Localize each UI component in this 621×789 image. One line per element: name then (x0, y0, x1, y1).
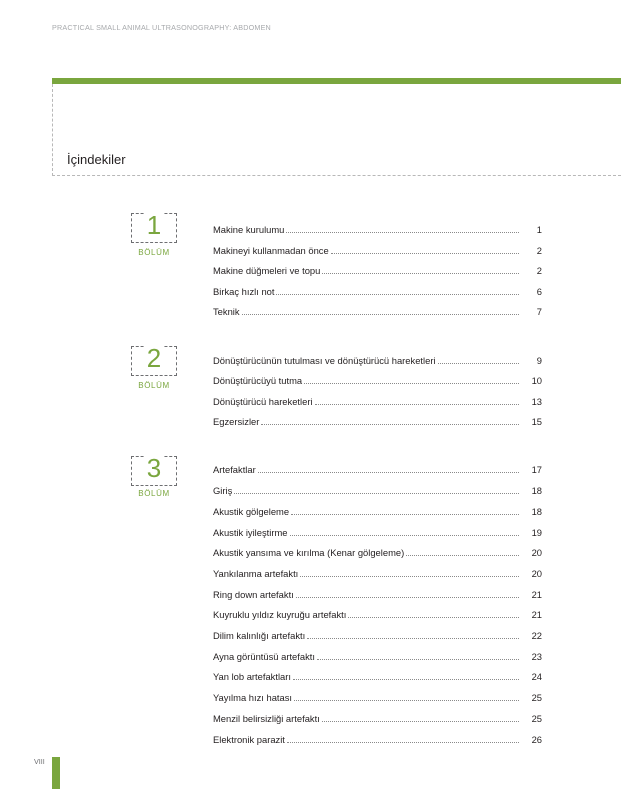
leader-dots (258, 472, 519, 473)
chapter-label: BÖLÜM (138, 489, 170, 498)
leader-dots (438, 363, 519, 364)
entry-title: Giriş (213, 485, 233, 496)
entry-page: 2 (536, 265, 542, 276)
leader-dots (234, 493, 519, 494)
entry-page: 25 (531, 713, 542, 724)
leader-dots (261, 424, 519, 425)
chapter-number: 2 (144, 343, 164, 373)
entry-title: Makine düğmeleri ve topu (213, 265, 321, 276)
leader-dots (406, 555, 519, 556)
toc-entry[interactable] (213, 265, 542, 277)
entry-page: 19 (531, 527, 542, 538)
entry-title: Teknik (213, 306, 240, 317)
toc-entry[interactable] (213, 245, 542, 257)
toc-entry[interactable] (213, 396, 542, 408)
entry-page: 9 (536, 355, 542, 366)
entry-page: 10 (531, 375, 542, 386)
entry-title: Dönüştürücünün tutulması ve dönüştürücü hareketleri (213, 355, 436, 366)
leader-dots (294, 700, 519, 701)
entry-page: 15 (531, 416, 542, 427)
chapter-label: BÖLÜM (138, 248, 170, 257)
entry-title: Egzersizler (213, 416, 260, 427)
entry-page: 18 (531, 506, 542, 517)
entry-page: 26 (531, 734, 542, 745)
entry-title: Elektronik parazit (213, 734, 285, 745)
toc-entry[interactable] (213, 547, 542, 559)
toc-entry[interactable] (213, 671, 542, 683)
toc-entry[interactable] (213, 609, 542, 621)
entry-page: 20 (531, 568, 542, 579)
leader-dots (276, 294, 519, 295)
page-title: İçindekiler (67, 152, 126, 167)
toc-entry[interactable] (213, 416, 542, 428)
toc-entry[interactable] (213, 713, 542, 725)
chapter-number: 1 (144, 210, 164, 240)
leader-dots (287, 742, 519, 743)
chapter-number: 3 (144, 453, 164, 483)
entry-title: Artefaktlar (213, 464, 256, 475)
toc-entry[interactable] (213, 375, 542, 387)
toc-entry[interactable] (213, 734, 542, 746)
entry-title: Birkaç hızlı not (213, 286, 275, 297)
leader-dots (315, 404, 519, 405)
entry-title: Menzil belirsizliği artefaktı (213, 713, 320, 724)
entry-title: Yan lob artefaktları (213, 671, 291, 682)
toc-entry[interactable] (213, 568, 542, 580)
entry-title: Yayılma hızı hatası (213, 692, 293, 703)
entry-page: 18 (531, 485, 542, 496)
leader-dots (304, 383, 519, 384)
entry-title: Akustik gölgeleme (213, 506, 290, 517)
entry-page: 7 (536, 306, 542, 317)
entry-page: 25 (531, 692, 542, 703)
header-rule (52, 78, 621, 84)
entry-page: 21 (531, 609, 542, 620)
toc-entry[interactable] (213, 692, 542, 704)
leader-dots (307, 638, 519, 639)
entry-page: 20 (531, 547, 542, 558)
entry-title: Dönüştürücü hareketleri (213, 396, 313, 407)
leader-dots (290, 535, 520, 536)
entry-page: 2 (536, 245, 542, 256)
title-frame-left (52, 84, 53, 176)
toc-entry[interactable] (213, 306, 542, 318)
chapter-badge-1 (131, 210, 177, 243)
entry-title: Kuyruklu yıldız kuyruğu artefaktı (213, 609, 347, 620)
toc-entry[interactable] (213, 485, 542, 497)
chapter-badge-2 (131, 343, 177, 376)
entry-title: Ayna görüntüsü artefaktı (213, 651, 315, 662)
toc-entry[interactable] (213, 589, 542, 601)
leader-dots (317, 659, 519, 660)
chapter-label: BÖLÜM (138, 381, 170, 390)
toc-entry[interactable] (213, 630, 542, 642)
entry-page: 1 (536, 224, 542, 235)
leader-dots (300, 576, 519, 577)
leader-dots (242, 314, 519, 315)
running-header: PRACTICAL SMALL ANIMAL ULTRASONOGRAPHY: ABDOMEN (52, 23, 271, 32)
entry-title: Dönüştürücüyü tutma (213, 375, 303, 386)
entry-title: Ring down artefaktı (213, 589, 294, 600)
toc-entry[interactable] (213, 355, 542, 367)
leader-dots (322, 273, 519, 274)
entry-page: 24 (531, 671, 542, 682)
entry-title: Dilim kalınlığı artefaktı (213, 630, 306, 641)
leader-dots (296, 597, 519, 598)
toc-entry[interactable] (213, 224, 542, 236)
entry-page: 13 (531, 396, 542, 407)
leader-dots (348, 617, 519, 618)
entry-page: 21 (531, 589, 542, 600)
title-frame-bottom (52, 175, 621, 176)
toc-entry[interactable] (213, 506, 542, 518)
toc-entry[interactable] (213, 651, 542, 663)
entry-page: 22 (531, 630, 542, 641)
leader-dots (331, 253, 519, 254)
entry-title: Akustik yansıma ve kırılma (Kenar gölgeleme) (213, 547, 405, 558)
leader-dots (322, 721, 519, 722)
folio-tab (52, 757, 60, 789)
folio: VIII (34, 757, 45, 766)
leader-dots (293, 679, 519, 680)
toc-entry[interactable] (213, 286, 542, 298)
entry-title: Makine kurulumu (213, 224, 285, 235)
entry-page: 17 (531, 464, 542, 475)
entry-page: 23 (531, 651, 542, 662)
toc-entry[interactable] (213, 527, 542, 539)
chapter-badge-3 (131, 453, 177, 486)
entry-title: Akustik iyileştirme (213, 527, 288, 538)
entry-title: Makineyi kullanmadan önce (213, 245, 329, 256)
leader-dots (286, 232, 519, 233)
entry-title: Yankılanma artefaktı (213, 568, 299, 579)
entry-page: 6 (536, 286, 542, 297)
leader-dots (291, 514, 519, 515)
toc-entry[interactable] (213, 464, 542, 476)
